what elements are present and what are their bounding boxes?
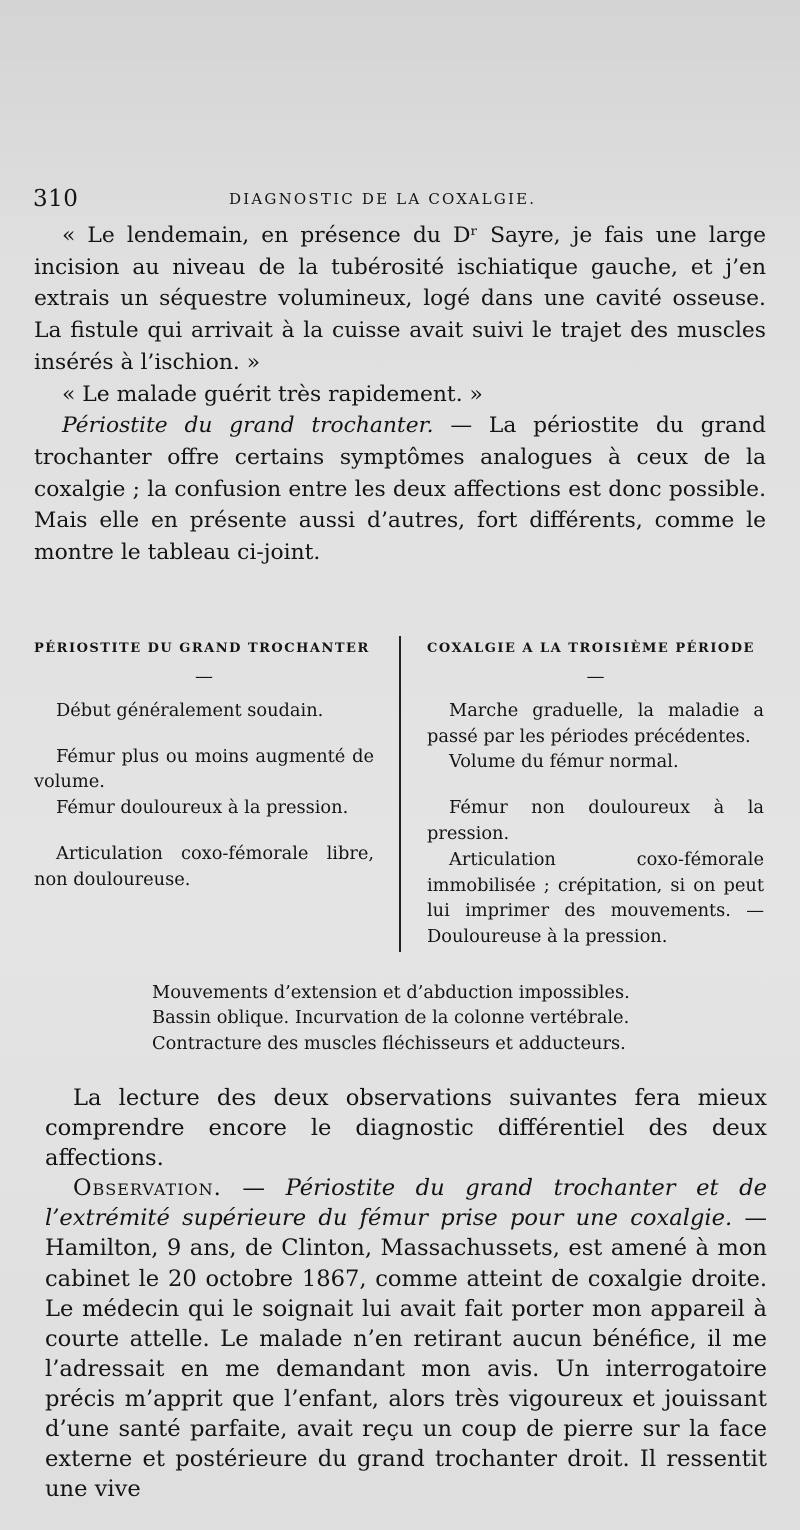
table-left-item: Fémur douloureux à la pression. <box>56 797 349 819</box>
paragraph-periostitis-body: — La périostite du grand trochanter offre certains symptômes analogues à ceux de la coxalgie ; la confusion entre les deux affections est donc possible. Mais elle en présente aussi d’autres, fort différents, comme le montre le tableau ci-joint. <box>34 413 766 566</box>
table-right-item: Marche graduelle, la maladie a passé par les périodes précédentes. <box>427 699 764 747</box>
paragraph-periostitis <box>34 410 766 569</box>
paragraph-quote-2: « Le malade guérit très rapidement. » <box>62 381 483 407</box>
table-heading-right: COXALGIE A LA TROISIÈME PÉRIODE <box>427 641 755 656</box>
shared-symptom-line: Contracture des muscles fléchisseurs et adducteurs. <box>152 1032 626 1054</box>
page-header <box>33 186 763 216</box>
page-number: 310 <box>33 186 79 212</box>
table-dash-right: — <box>586 665 605 687</box>
table-divider <box>399 636 401 952</box>
table-shared-symptoms <box>152 980 630 1056</box>
running-head: DIAGNOSTIC DE LA COXALGIE. <box>229 190 537 208</box>
table-dash-left: — <box>195 665 213 687</box>
table-right-item: Articulation coxo-fémorale immobilisée ; crépitation, si on peut lui imprimer des mouvements. — Douloureuse à la pression. <box>427 848 764 948</box>
observation-dash: — <box>221 1175 286 1202</box>
table-column-left <box>34 632 374 893</box>
observation-body: — Hamilton, 9 ans, de Clinton, Massachussets, est amené à mon cabinet le 20 octobre 1867, comme atteint de coxalgie droite. Le médecin qui le soignait lui avait fait porter mon appareil à courte attelle. Le malade n’en retirant aucun bénéfice, il me l’adressait en me demandant mon avis. Un interrogatoire précis m’apprit que l’enfant, alors très vigoureux et jouissant d’une santé parfaite, avait reçu un coup de pierre sur la face externe et postérieure du grand trochanter droit. Il ressentit une vive <box>45 1205 767 1503</box>
observation-title: Périostite du grand trochanter et de l’extrémité supérieure du fémur prise pour une coxalgie. <box>45 1175 767 1232</box>
paragraph-periostitis-title: Périostite du grand trochanter. <box>62 413 434 439</box>
table-left-item: Articulation coxo-fémorale libre, non douloureuse. <box>34 842 374 890</box>
table-right-item: Volume du fémur normal. <box>449 751 679 773</box>
table-heading-left: PÉRIOSTITE DU GRAND TROCHANTER <box>34 641 370 656</box>
table-column-right <box>427 632 764 950</box>
paragraph-reading: La lecture des deux observations suivantes fera mieux comprendre encore le diagnostic différentiel des deux affections. <box>45 1085 767 1172</box>
shared-symptom-line: Bassin oblique. Incurvation de la colonne vertébrale. <box>152 1007 630 1029</box>
observation-label: Observation. <box>73 1175 222 1202</box>
text-block-bottom <box>45 1083 767 1504</box>
shared-symptom-line: Mouvements d’extension et d’abduction impossibles. <box>152 982 630 1003</box>
table-left-item: Fémur plus ou moins augmenté de volume. <box>34 745 374 793</box>
comparison-table <box>34 632 764 952</box>
paragraph-observation <box>45 1173 767 1504</box>
paragraph-quote-1: « Le lendemain, en présence du Dʳ Sayre, je fais une large incision au niveau de la tubérosité ischiatique gauche, et j’en extrais un séquestre volumineux, logé dans une cavité osseuse. La fistule qui arrivait à la cuisse avait suivi le trajet des muscles insérés à l’ischion. » <box>34 223 766 375</box>
table-left-item: Début généralement soudain. <box>56 699 324 721</box>
table-right-item: Fémur non douloureux à la pression. <box>427 797 764 844</box>
text-block-top <box>34 220 766 569</box>
